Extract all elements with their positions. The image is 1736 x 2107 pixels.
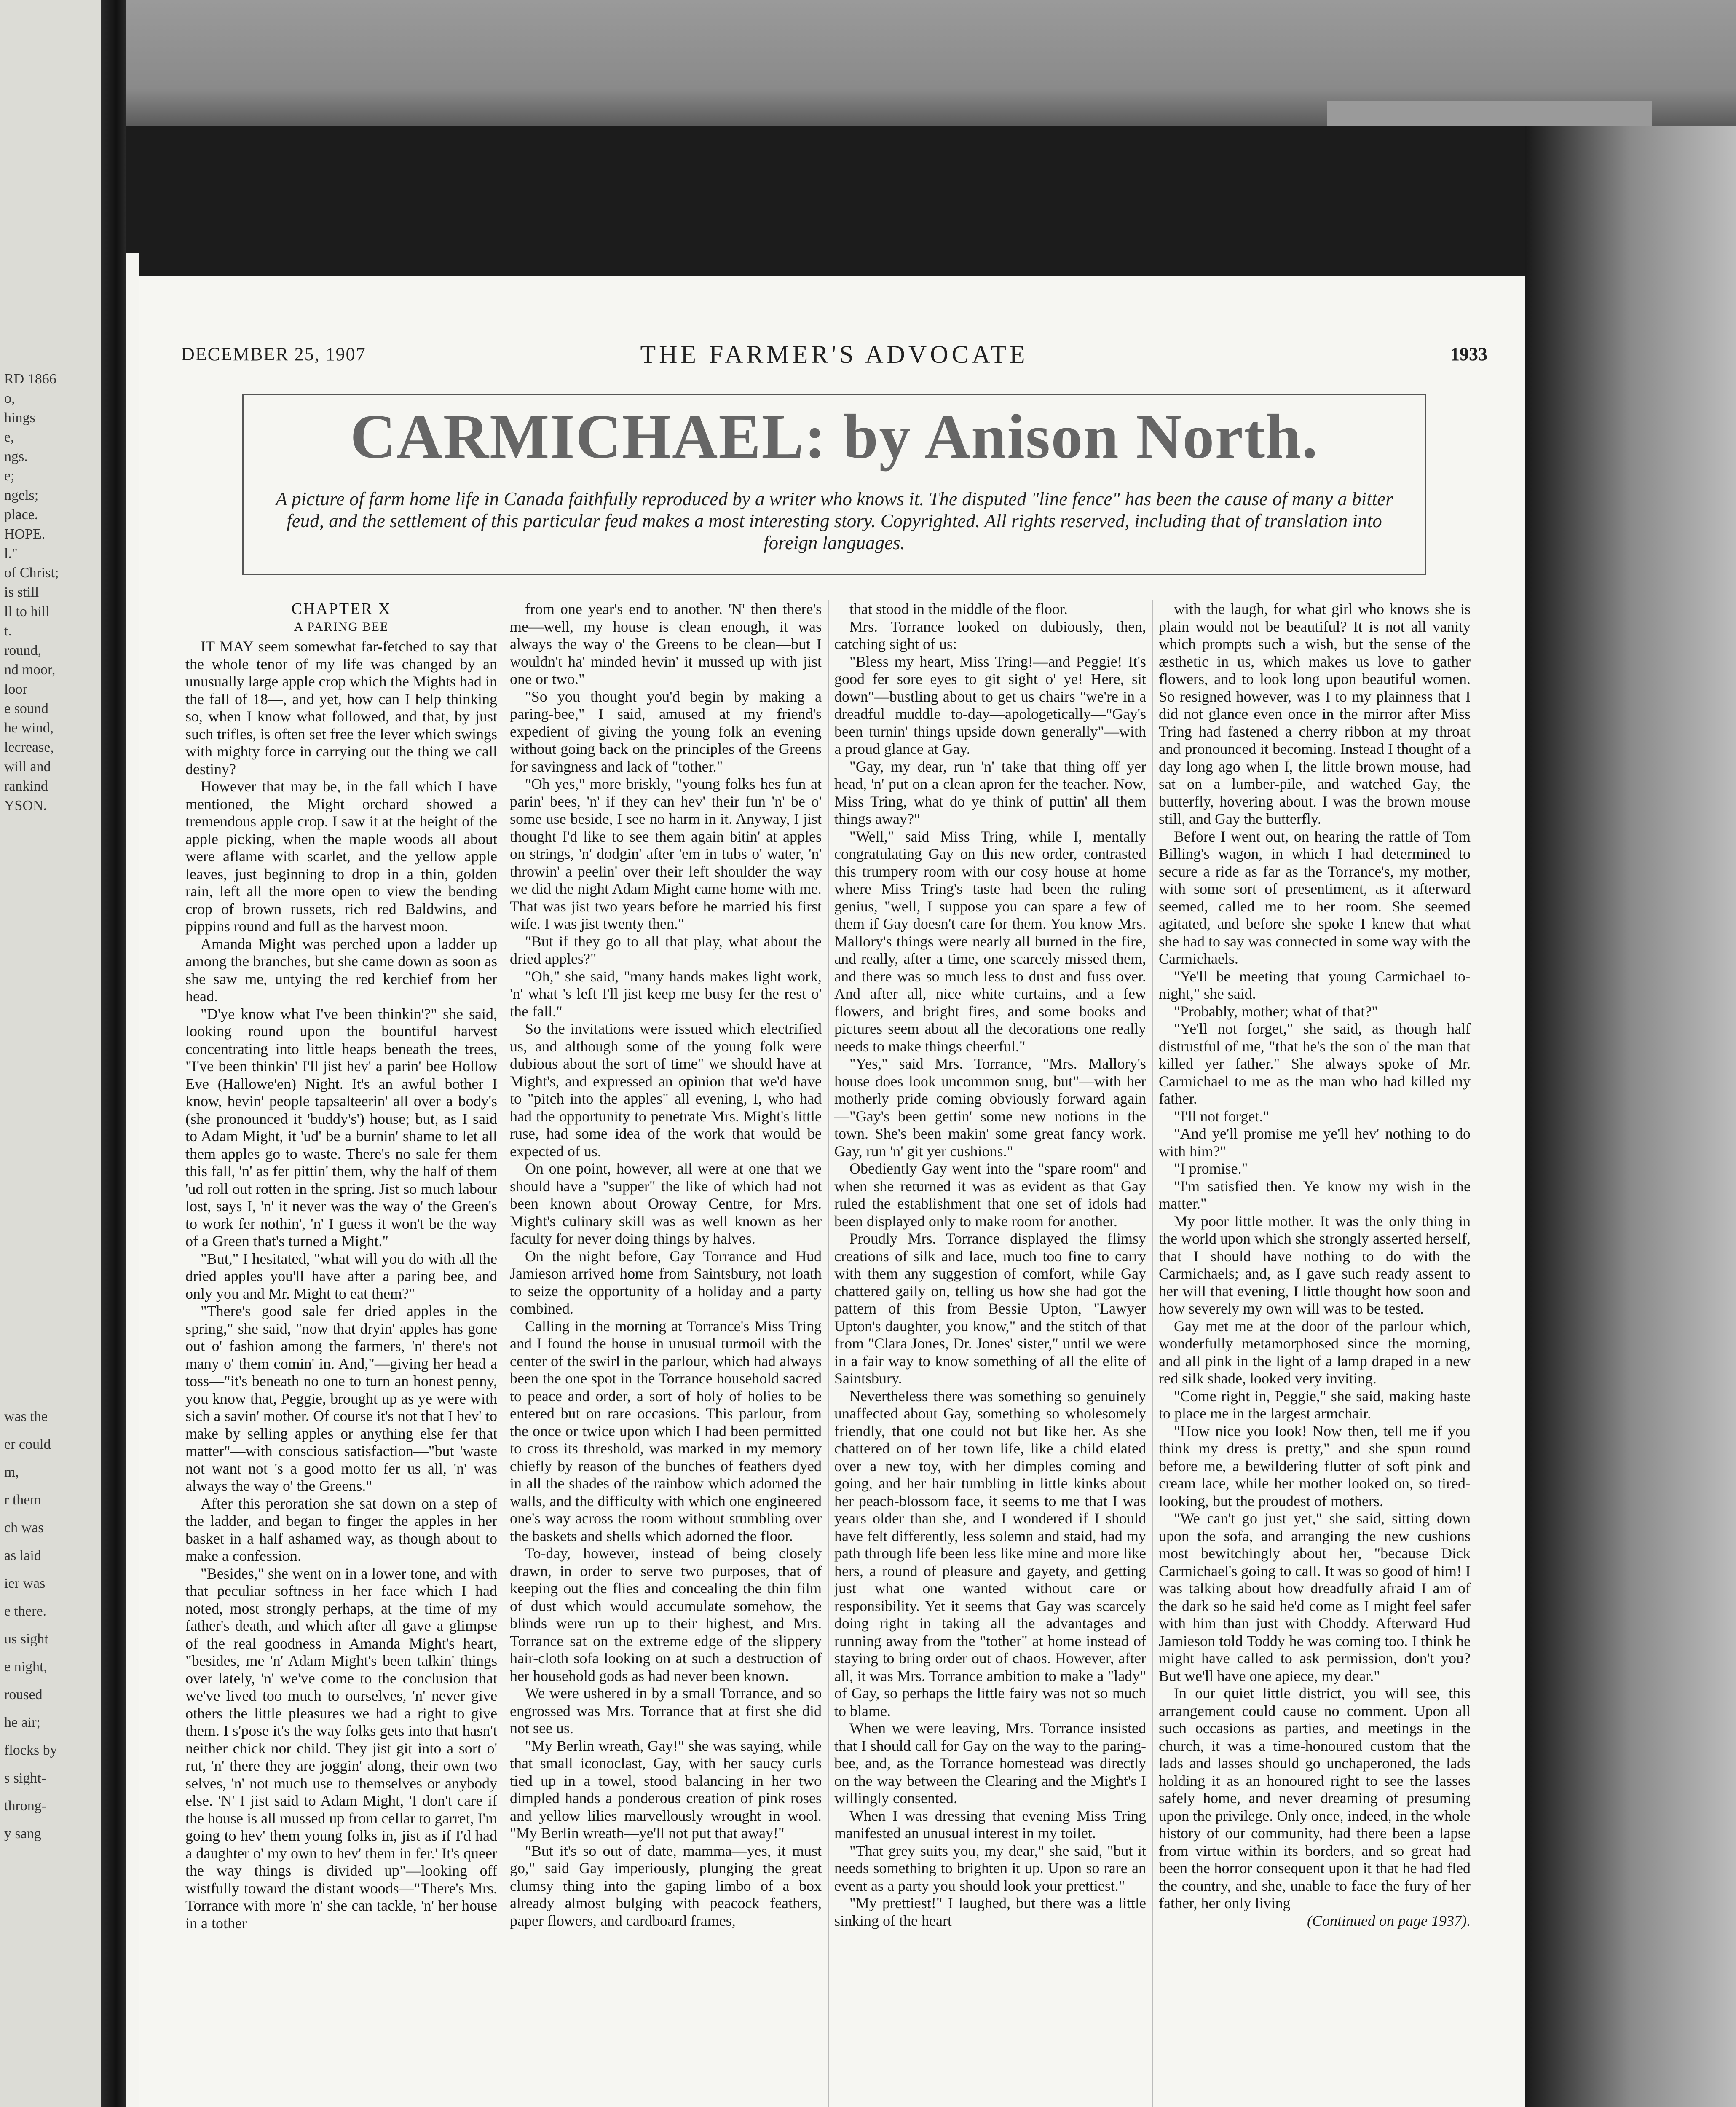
previous-page-text: nd moor,: [4, 662, 56, 678]
previous-page-text: HOPE.: [4, 526, 46, 542]
previous-page-text: is still: [4, 584, 39, 600]
book-gutter: [101, 0, 126, 2107]
column-rule: [1152, 600, 1153, 2107]
story-subtitle: A picture of farm home life in Canada faithfully reproduced by a writer who knows it. The disputed "line fence" has been the cause of many a bitter feud, and the settlement of this particular feud makes a most interesting story. Copyrighted. All rights reserved, including that of translation into foreign languages.: [276, 488, 1393, 553]
previous-page-text: e there.: [4, 1603, 47, 1619]
paragraph: "Gay, my dear, run 'n' take that thing off yer head, 'n' put on a clean apron fer the teacher. Now, Miss Tring, what do ye think of puttin' all them things away?": [834, 758, 1146, 827]
paragraph: "Ye'll not forget," she said, as though half distrustful of me, "that he's the son o' the man that killed yer father." She always spoke of Mr. Carmichael to me as the man who had killed my father.: [1159, 1020, 1471, 1107]
paragraph: When we were leaving, Mrs. Torrance insisted that I should call for Gay on the way to the paring-bee, and, as the Torrance homestead was directly on the way between the Clearing and the Might's I willingly consented.: [834, 1720, 1146, 1807]
previous-page-text: was the: [4, 1409, 48, 1424]
previous-page-text: r them: [4, 1492, 41, 1508]
paragraph: When I was dressing that evening Miss Tring manifested an unusual interest in my toilet.: [834, 1807, 1146, 1842]
previous-page-text: throng-: [4, 1798, 47, 1814]
paragraph: In our quiet little district, you will see, this arrangement could cause no comment. Upon all such occasions as parties, and meetings in the church, it was a time-honoured custom that the lads and lasses should go unchaperoned, the lads holding it as an honoured right to see the lasses safely home, and never dreaming of presuming upon the privilege. Only once, indeed, in the whole history of our community, had there been a lapse from virtue within its borders, and so great had been the horror consequent upon it that he had fled the country, and she, unable to face the fury of her father, her only living: [1159, 1685, 1471, 1911]
scan-edge: [1327, 101, 1652, 126]
text-column-2: [510, 600, 822, 2107]
paragraph: "D'ye know what I've been thinkin'?" she said, looking round upon the bountiful harvest concentrating into little heaps beneath the trees, "I've been thinkin' I'll jist hev' a parin' bee Hollow Eve (Hallowe'en) Night. It's an awful bother I know, hevin' people tapsalteerin' all over a body's (she pronounced it 'buddy's') house; but, as I said to Adam Might, it 'ud' be a burnin' shame to let all them apples go to waste. There's no sale fer them this fall, 'n' as fer pittin' them, why the half of them 'ud roll out rotten in the spring. Jist so much labour lost, says I, 'n' it never was the way o' the Green's to work fer nothin', 'n' I guess it won't be the way of a Green that's turned a Might.": [185, 1005, 497, 1249]
paragraph: My poor little mother. It was the only thing in the world upon which she strongly asserted herself, that I should have nothing to do with the Carmichaels; and, as I gave such ready assent to her will that evening, I little thought how soon and how severely my own will was to be tested.: [1159, 1212, 1471, 1317]
previous-page-text: of Christ;: [4, 565, 59, 581]
previous-page-text: lecrease,: [4, 740, 54, 755]
previous-page-text: m,: [4, 1464, 19, 1480]
paragraph: "Ye'll be meeting that young Carmichael to-night," she said.: [1159, 968, 1471, 1002]
previous-page-text: rankind: [4, 778, 48, 794]
paragraph: "Oh yes," more briskly, "young folks hes fun at parin' bees, 'n' if they can hev' their fun 'n' be o' some use beside, I see no harm in it. Anyway, I jist thought I'd like to see them again bitin' at apples on strings, 'n' dodgin' after 'em in tubs o' water, 'n' throwin' a peelin' over their left shoulder the way we did the night Adam Might came home with me. That was jist two years before he married his first wife. I was jist twenty then.": [510, 775, 822, 932]
previous-page-text: us sight: [4, 1631, 48, 1647]
paragraph: So the invitations were issued which electrified us, and although some of the young folk were dubious about the sort of time" we should have at Might's, and expressed an opinion that we'd have to "pitch into the apples" all evening, I, who had had the opportunity to penetrate Mrs. Might's little ruse, had some idea of the work that would be expected of us.: [510, 1020, 822, 1160]
previous-page-text: t.: [4, 623, 12, 639]
paragraph: On one point, however, all were at one that we should have a "supper" the like of which had not been known about Oroway Centre, for Mrs. Might's culinary skill was as well known as her faculty for never doing things by halves.: [510, 1160, 822, 1247]
paragraph: Gay met me at the door of the parlour which, wonderfully metamorphosed since the morning, and all pink in the light of a lamp draped in a new red silk shade, looked very inviting.: [1159, 1317, 1471, 1387]
paragraph: We were ushered in by a small Torrance, and so engrossed was Mrs. Torrance that at first she did not see us.: [510, 1685, 822, 1737]
previous-page-text: l.": [4, 546, 18, 561]
previous-page-text: RD 1866: [4, 371, 56, 387]
column-rule: [828, 600, 829, 2107]
previous-page-text: flocks by: [4, 1742, 57, 1758]
paragraph: "I'll not forget.": [1174, 1107, 1270, 1125]
paragraph: "Well," said Miss Tring, while I, mentally congratulating Gay on this new order, contrasted this trumpery room with our cosy house at home where Miss Tring's taste had been the ruling genius, "well, I suppose you can spare a few of them if Gay doesn't care for them. You know Mrs. Mallory's things were nearly all burned in the fire, and really, after a time, one scarcely missed them, and there was so much less to dust and fuss over. And after all, nice white curtains, and a few flowers, and bright fires, and some books and pictures seem about all the decorations one really needs to make things cheerful.": [834, 828, 1146, 1055]
paragraph: "That grey suits you, my dear," she said, "but it needs something to brighten it up. Upon so rare an event as a party you should look your prettiest.": [834, 1842, 1146, 1894]
paragraph: "And ye'll promise me ye'll hev' nothing to do with him?": [1159, 1125, 1471, 1160]
paragraph: "Probably, mother; what of that?": [1174, 1003, 1378, 1020]
previous-page-text: ngels;: [4, 488, 39, 503]
paragraph: Proudly Mrs. Torrance displayed the flimsy creations of silk and lace, much too fine to carry with them any suggestion of comfort, while Gay chattered gaily on, telling us how she had got the pattern of this from Bessie Upton, "Lawyer Upton's daughter, you know," and the stitch of that from "Clara Jones, Dr. Jones' sister," until we were in a fair way to know something of all the elite of Saintsbury.: [834, 1230, 1146, 1387]
paragraph: "I'm satisfied then. Ye know my wish in the matter.": [1159, 1177, 1471, 1212]
paragraph: After this peroration she sat down on a step of the ladder, and began to finger the apples in her basket in a half ashamed way, as though about to make a confession.: [185, 1495, 497, 1564]
previous-page-text: o,: [4, 391, 15, 406]
previous-page-text: e night,: [4, 1659, 47, 1675]
column-body: [834, 600, 1146, 1930]
paragraph: "Oh," she said, "many hands makes light work, 'n' what 's left I'll jist keep me busy fer the rest o' the fall.": [510, 968, 822, 1020]
previous-page-text: e sound: [4, 701, 48, 716]
paragraph: However that may be, in the fall which I have mentioned, the Might orchard showed a tremendous apple crop. I saw it at the height of the apple picking, when the maple woods all about were aflame with scarlet, and the yellow apple leaves, just beginning to drop in a thin, golden rain, left all the more open to view the bending crop of brown russets, rich red Baldwins, and pippins round and full as the harvest moon.: [185, 778, 497, 935]
paragraph: "Come right in, Peggie," she said, making haste to place me in the largest armchair.: [1159, 1387, 1471, 1422]
previous-page-text: ch was: [4, 1520, 44, 1536]
paragraph: "Besides," she went on in a lower tone, and with that peculiar softness in her face which I had noted, most strongly perhaps, at the time of my father's death, and which after all gave a glimpse of the real goodness in Amanda Might's heart, "besides, me 'n' Adam Might's been talkin' things over lately, 'n' we've come to the conclusion that we've lived too much to ourselves, 'n' never give others the little pleasures we had a right to give them. I s'pose it's the way folks gets into that hasn't neither chick nor child. They jist git into a sort o' rut, 'n' there they are joggin' along, their own two selves, 'n' not much use to themselves or anybody else. 'N' I jist said to Adam Might, 'I don't care if the house is all mussed up from cellar to garret, I'm going to hev' them young folks in, jist as if I'd had a daughter o' my own to hev' them in fer.' It's queer the way things is divided up"—looking off wistfully toward the distant woods—"There's Mrs. Torrance with more 'n' she can tackle, 'n' her house in a tother: [185, 1565, 497, 1932]
headline-box: [242, 394, 1426, 575]
paragraph: "I promise.": [1174, 1160, 1248, 1177]
paragraph: with the laugh, for what girl who knows she is plain would not be beautiful? It is not all vanity which prompts such a wish, but the sense of the æsthetic in us, which makes us love to gather flowers, and to look long upon beautiful women. So resigned however, was I to my plainness that I did not glance even once in the mirror after Miss Tring had fastened a cherry ribbon at my throat and pronounced it becoming. Instead I thought of a day long ago when I, the little brown mouse, had sat on a lumber-pile, and watched Gay, the butterfly, hovering about. I was the brown mouse still, and Gay the butterfly.: [1159, 600, 1471, 827]
paragraph: Calling in the morning at Torrance's Miss Tring and I found the house in unusual turmoil with the center of the swirl in the parlour, which had always been the one spot in the Torrance household sacred to peace and order, a sort of holy of holies to be entered but on rare occasions. This parlour, from the once or twice upon which I had been permitted to cross its threshold, was marked in my memory chiefly by reason of the bunches of feathers dyed in all the shades of the rainbow which adorned the walls, and the difficulty with which one engineered one's way across the room without stumbling over the baskets and shells which adorned the floor.: [510, 1317, 822, 1544]
previous-page-text: he wind,: [4, 720, 54, 736]
chapter-title: CHAPTER X: [291, 600, 391, 618]
previous-page-text: as laid: [4, 1548, 41, 1563]
paragraph: "But it's so out of date, mamma—yes, it must go," said Gay imperiously, plunging the great clumsy thing into the gaping limbo of a box already almost bulging with peacock feathers, paper flowers, and cardboard frames,: [510, 1842, 822, 1929]
text-column-3: [834, 600, 1146, 2107]
previous-page-text: er could: [4, 1437, 51, 1452]
paragraph: that stood in the middle of the floor.: [849, 600, 1068, 617]
continuation-note: (Continued on page 1937).: [1307, 1912, 1471, 1929]
scan-edge-right: [1525, 126, 1736, 2107]
previous-page-text: will and: [4, 759, 51, 775]
previous-page-text: ier was: [4, 1576, 46, 1591]
paragraph: "But," I hesitated, "what will you do with all the dried apples you'll have after a paring bee, and only you and Mr. Might to eat them?": [185, 1250, 497, 1302]
paragraph: "Bless my heart, Miss Tring!—and Peggie! It's good fer sore eyes to git sight o' ye! Here, sit down"—bustling about to get us chairs "we're in a dreadful muddle to-day—apologetically—"Gay's been turnin' things upside down generally"—with a proud glance at Gay.: [834, 653, 1146, 757]
paragraph: "Yes," said Mrs. Torrance, "Mrs. Mallory's house does look uncommon snug, but"—with her motherly pride coming obviously forward again—"Gay's been gettin' some new notions in the town. She's been makin' some great fancy work. Gay, run 'n' git yer cushions.": [834, 1055, 1146, 1160]
column-body: [185, 638, 497, 1932]
previous-page-text: hings: [4, 410, 35, 426]
paragraph: "But if they go to all that play, what about the dried apples?": [510, 933, 822, 967]
previous-page-text: e;: [4, 468, 15, 484]
publication-title: THE FARMER'S ADVOCATE: [640, 340, 1029, 368]
previous-page-text: e,: [4, 429, 14, 445]
paragraph: Amanda Might was perched upon a ladder up among the branches, but she came down as soon as she saw me, untying the red kerchief from her head.: [185, 935, 497, 1005]
paragraph: Mrs. Torrance looked on dubiously, then, catching sight of us:: [834, 618, 1146, 652]
chapter-subtitle: A PARING BEE: [294, 619, 389, 634]
paragraph: Nevertheless there was something so genuinely unaffected about Gay, something so wholesomely friendly, that one could not but like her. As she chattered on of her town life, like a child elated over a new toy, with her dimples coming and going, and her hair tumbling in little kinks about her peach-blossom face, it seems to me that I was years older than she, and I wondered if I should have felt differently, less solemn and staid, had my path through life been less like mine and more like hers, a round of pleasure and gayety, and getting just what one wanted without care or responsibility. Yet it seems that Gay was scarcely doing right in taking all the advantages and running away from the "tother" at home instead of staying to bring order out of chaos. However, after all, it was Mrs. Torrance ambition to make a "lady" of Gay, so perhaps the little fairy was not so much to blame.: [834, 1387, 1146, 1719]
previous-page-text: place.: [4, 507, 38, 523]
previous-page-text: ngs.: [4, 449, 28, 464]
text-column-1: [185, 600, 497, 2107]
page-edge-strip: [126, 253, 139, 2107]
previous-page-text: y sang: [4, 1826, 41, 1842]
page-number: 1933: [1450, 344, 1487, 365]
paragraph: from one year's end to another. 'N' then there's me—well, my house is clean enough, it was always the way o' the Greens to be clean—but I wouldn't ha' minded hevin' it mussed up with jist one or two.": [510, 600, 822, 687]
paragraph: "How nice you look! Now then, tell me if you think my dress is pretty," and she spun round before me, a bewildering flutter of soft pink and cream lace, while her mother looked on, so tired-looking, but the proudest of mothers.: [1159, 1422, 1471, 1509]
paragraph: "We can't go just yet," she said, sitting down upon the sofa, and arranging the new cushions most bewitchingly about her, "because Dick Carmichael's going to call. It was so good of him! I was talking about how dreadfully afraid I am of the dark so he said he'd come as I might feel safer with him than just with Choddy. Afterward Hud Jamieson told Toddy he was coming too. I think he might have called to ask permission, don't you? But we'll have one apiece, my dear.": [1159, 1510, 1471, 1684]
column-body: [510, 600, 822, 1930]
story-headline: CARMICHAEL: by Anison North.: [350, 402, 1318, 472]
paragraph: "So you thought you'd begin by making a paring-bee," I said, amused at my friend's expedient of giving the young folk an evening without going back on the principles of the Greens for savingness and lack of "tother.": [510, 688, 822, 775]
previous-page-text: YSON.: [4, 798, 47, 813]
previous-page-text: ll to hill: [4, 604, 50, 619]
paragraph: IT MAY seem somewhat far-fetched to say that the whole tenor of my life was changed by an unusually large apple crop which the Mights had in the fall of 18—, and yet, how can I help thinking so, when I know what followed, and that, by just such trifles, is often set free the lever which swings with mighty force in carrying out the thing we call destiny?: [185, 638, 497, 777]
paragraph: "There's good sale fer dried apples in the spring," she said, "now that dryin' apples has gone out o' fashion among the farmers, 'n' there's not many o' them comin' in. And,"—giving her head a toss—"it's beneath no one to turn an honest penny, you know that, Peggie, brought up as ye were with sich a savin' mother. Of course it's not that I hev' to make by selling apples or anything else fer that matter"—with conscious satisfaction—"but 'waste not want not 's a good motto fer us all, 'n' was always the way o' the Greens.": [185, 1303, 497, 1494]
paragraph: Obediently Gay went into the "spare room" and when she returned it was as evident as that Gay ruled the establishment that one set of idols had been displayed only to make room for another.: [834, 1160, 1146, 1230]
newspaper-page: [139, 276, 1525, 2107]
paragraph: Before I went out, on hearing the rattle of Tom Billing's wagon, in which I had determined to secure a ride as far as the Torrance's, my mother, with some sort of presentiment, as it afterward seemed, called me to her room. She seemed agitated, and before she spoke I knew that what she had to say was connected in some way with the Carmichaels.: [1159, 828, 1471, 967]
running-header: [181, 340, 1487, 369]
column-body: [1159, 600, 1471, 1912]
previous-page-text: roused: [4, 1687, 43, 1702]
previous-page-text: round,: [4, 643, 41, 658]
issue-date: DECEMBER 25, 1907: [181, 344, 366, 365]
paragraph: "My prettiest!" I laughed, but there was a little sinking of the heart: [834, 1895, 1146, 1929]
previous-page-text: s sight-: [4, 1770, 46, 1786]
paragraph: On the night before, Gay Torrance and Hud Jamieson arrived home from Saintsbury, not loath to seize the opportunity of a holiday and a party combined.: [510, 1247, 822, 1317]
text-column-4: [1159, 600, 1471, 2107]
previous-page-text: he air;: [4, 1715, 40, 1730]
paragraph: To-day, however, instead of being closely drawn, in order to serve two purposes, that of keeping out the flies and concealing the thin film of dust which would accumulate somehow, the blinds were run up to their highest, and Mrs. Torrance sat on the extreme edge of the slippery hair-cloth sofa looking on at such a destruction of her household gods as had never been known.: [510, 1545, 822, 1684]
previous-page-text: loor: [4, 681, 27, 697]
paragraph: "My Berlin wreath, Gay!" she was saying, while that small iconoclast, Gay, with her saucy curls tied up in a towel, stood balancing in her two dimpled hands a ponderous creation of pink roses and yellow lilies marvellously wrought in wool. "My Berlin wreath—ye'll not put that away!": [510, 1737, 822, 1842]
